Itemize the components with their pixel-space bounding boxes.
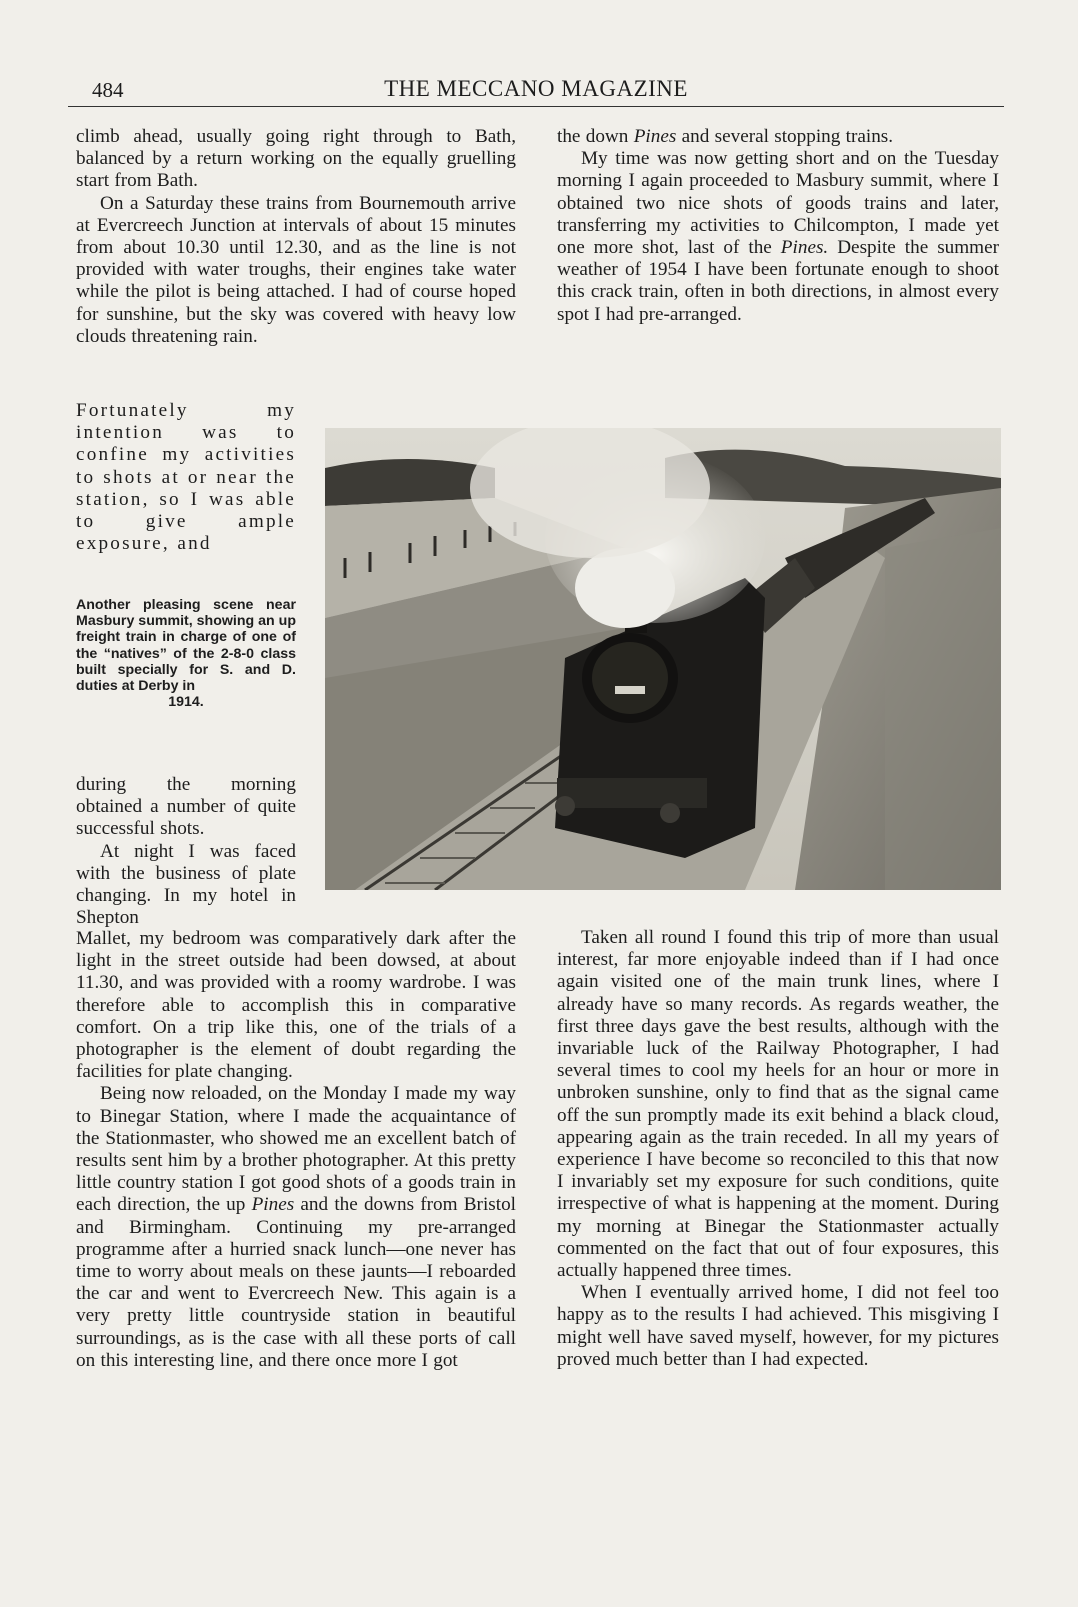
paragraph	[557, 148, 999, 326]
paragraph: Taken all round I found this trip of more than usual interest, far more enjoyable indeed than if I had once again visited one of the main trunk lines, where I already have so many records. As regards weather, the first three days gave the best results, although with the invariable luck of the Railway Photographer, I had several times to cool my heels for an hour or more in unbroken sunshine, only to find that as the signal came off the sun promptly made its exit behind a black cloud, appearing again as the train receded. In all my years of experience I have become so reconciled to this that now I invariably set my exposure for such conditions, quite irrespective of what is happening at the moment. During my morning at Binegar the Stationmaster actually commented on the fact that out of four exposures, this actually happened three times.	[557, 927, 999, 1282]
text-run: and several stopping trains.	[676, 126, 894, 147]
paragraph: At night I was faced with the business of plate changing. In my hotel in Shepton	[76, 840, 296, 929]
italic-pines: Pines	[633, 126, 677, 147]
page-number: 484	[92, 78, 124, 102]
paragraph: On a Saturday these trains from Bournemouth arrive at Evercreech Junction at intervals of about 15 minutes from about 10.30 until 12.30, and as the line is not provided with water troughs, their engines take water while the pilot is being attached. I had of course hoped for sunshine, but the sky was covered with heavy low clouds threatening rain.	[76, 192, 516, 347]
text-run: and the downs from Bristol and Birmingham. Continuing my pre-arranged programme after a hurried snack lunch—one never has time to worry about meals on these jaunts—I reboarded the car and went to Evercreech New. This again is a very pretty little countryside station in beautiful surroundings, as is the case with all these ports of call on this interesting line, and there once more I got	[76, 1194, 517, 1371]
paragraph: during the morning obtained a number of quite successful shots.	[76, 774, 296, 840]
left-column-top	[76, 126, 516, 348]
text-run: My time was now getting short and on the Tuesday morning I again proceeded to Masbury summit, where I obtained two nice shots of goods trains and later, transferring my activities to Chilcompton, I made yet one more shot, last of the	[557, 148, 999, 259]
text-run: the down	[557, 126, 634, 147]
train-photo	[325, 428, 1001, 890]
italic-pines: Pines	[251, 1194, 295, 1216]
paragraph	[76, 1083, 516, 1372]
page-header	[68, 74, 1004, 110]
left-column-narrow	[76, 400, 296, 555]
italic-pines: Pines.	[780, 237, 829, 259]
right-column-bottom	[557, 927, 999, 1371]
left-column-narrow-2	[76, 774, 296, 929]
text-run: Despite the summer weather of 1954 I have been fortunate enough to shoot this crack train, often in both directions, in almost every spot I had pre-arranged.	[557, 237, 1000, 325]
header-rule	[68, 106, 1004, 107]
paragraph	[557, 126, 999, 148]
paragraph: Fortunately my intention was to confine my activities to shots at or near the station, so I was able to give ample exposure, and	[76, 400, 296, 555]
text-run: Being now reloaded, on the Monday I made my way to Binegar Station, where I made the acquaintance of the Stationmaster, who showed me an excellent batch of results sent him by a brother photographer. At this pretty little country station I got good shots of a goods train in each direction, the up	[76, 1083, 516, 1216]
left-column-bottom	[76, 928, 516, 1372]
caption-text: Another pleasing scene near Masbury summit, showing an up freight train in charge of one of the “natives” of the 2-8-0 class built specially for S. and D. duties at Derby in	[76, 597, 296, 695]
paragraph: Mallet, my bedroom was comparatively dark after the light in the street outside had been dowsed, at about 11.30, and was provided with a roomy wardrobe. I was therefore able to accomplish this in comparative comfort. On a trip like this, one of the trials of a photographer is the element of doubt regarding the facilities for plate changing.	[76, 928, 516, 1083]
paragraph: climb ahead, usually going right through to Bath, balanced by a return working on the equally gruelling start from Bath.	[76, 126, 516, 192]
right-column-top	[557, 126, 999, 326]
train-photo-illustration	[325, 428, 1001, 890]
magazine-title: THE MECCANO MAGAZINE	[384, 76, 688, 101]
paragraph: When I eventually arrived home, I did not feel too happy as to the results I had achieved. This misgiving I might well have saved myself, however, for my pictures proved much better than I had expected.	[557, 1282, 999, 1370]
caption-last-line: 1914.	[168, 694, 204, 711]
photo-caption	[76, 597, 296, 710]
